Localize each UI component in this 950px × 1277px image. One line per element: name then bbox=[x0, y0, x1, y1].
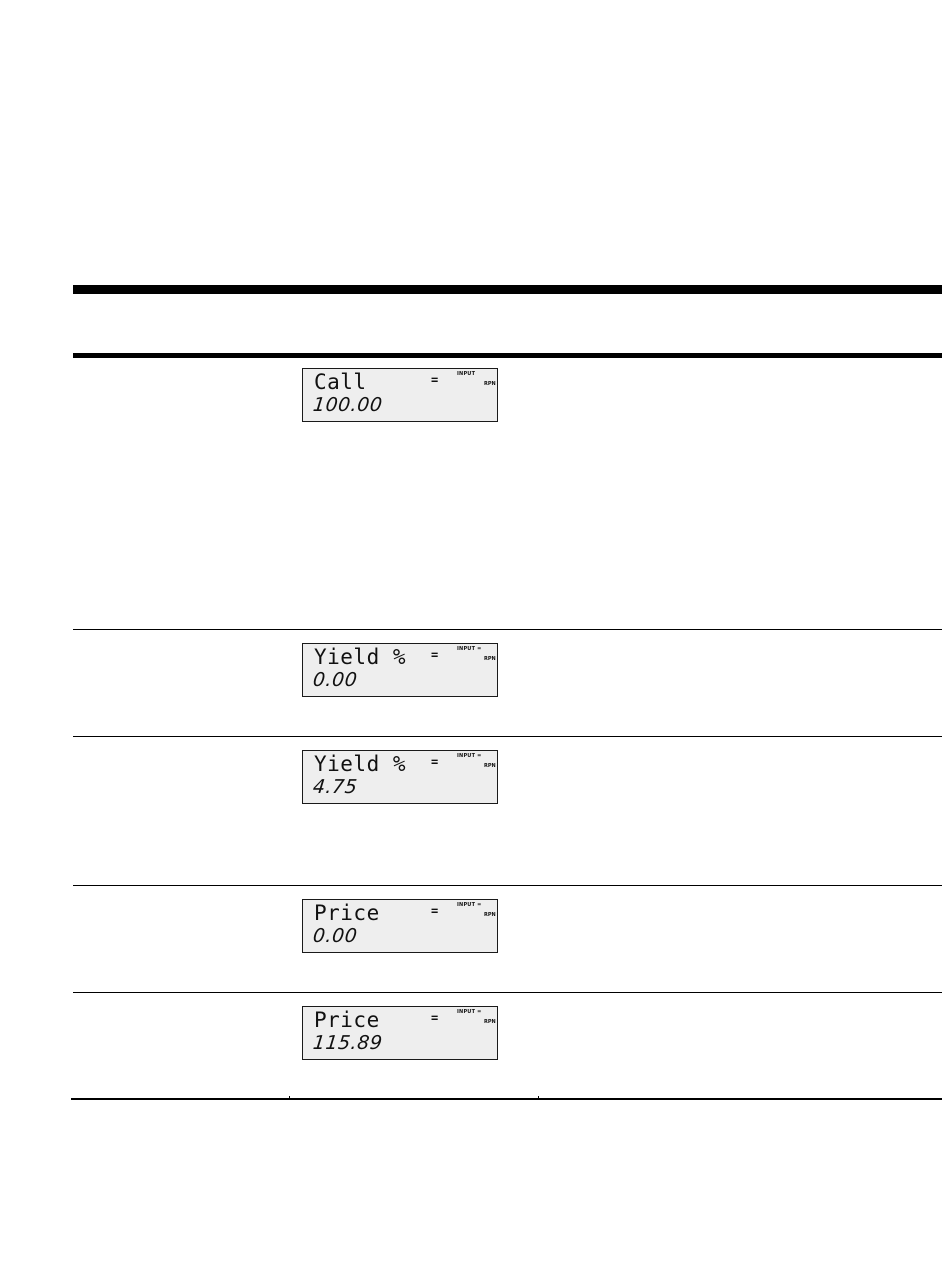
rpn-annunciator: RPN bbox=[484, 1019, 496, 1025]
rpn-annunciator: RPN bbox=[484, 763, 496, 769]
input-annunciator: INPUT = bbox=[457, 902, 482, 908]
calculator-display bbox=[302, 368, 498, 422]
input-annunciator: INPUT = bbox=[457, 1009, 482, 1015]
equals-indicator: = bbox=[431, 1011, 439, 1025]
display-value: 0.00 bbox=[311, 669, 359, 691]
column-tick bbox=[538, 1096, 539, 1100]
equals-indicator: = bbox=[431, 373, 439, 387]
display-value: 115.89 bbox=[311, 1032, 384, 1054]
calculator-display bbox=[302, 750, 498, 804]
equals-indicator: = bbox=[431, 755, 439, 769]
display-label: Price bbox=[314, 901, 380, 925]
display-value: 100.00 bbox=[311, 394, 384, 416]
display-label: Yield % bbox=[314, 752, 407, 776]
column-tick bbox=[289, 1096, 290, 1100]
equals-indicator: = bbox=[431, 904, 439, 918]
row-divider bbox=[73, 736, 942, 737]
equals-indicator: = bbox=[431, 648, 439, 662]
calculator-display bbox=[302, 899, 498, 953]
display-label: Price bbox=[314, 1008, 380, 1032]
table-top-rule bbox=[73, 285, 942, 294]
input-annunciator: INPUT bbox=[457, 371, 476, 377]
calculator-display bbox=[302, 1006, 498, 1060]
input-annunciator: INPUT = bbox=[457, 646, 482, 652]
display-label: Call bbox=[314, 370, 367, 394]
rpn-annunciator: RPN bbox=[484, 381, 496, 387]
rpn-annunciator: RPN bbox=[484, 912, 496, 918]
display-label: Yield % bbox=[314, 645, 407, 669]
display-value: 4.75 bbox=[311, 776, 359, 798]
table-bottom-rule bbox=[71, 1098, 942, 1100]
display-value: 0.00 bbox=[311, 925, 359, 947]
row-divider bbox=[73, 992, 942, 993]
rpn-annunciator: RPN bbox=[484, 656, 496, 662]
row-divider bbox=[73, 629, 942, 630]
table-header-rule bbox=[73, 353, 942, 358]
row-divider bbox=[73, 885, 942, 886]
calculator-display bbox=[302, 643, 498, 697]
input-annunciator: INPUT = bbox=[457, 753, 482, 759]
